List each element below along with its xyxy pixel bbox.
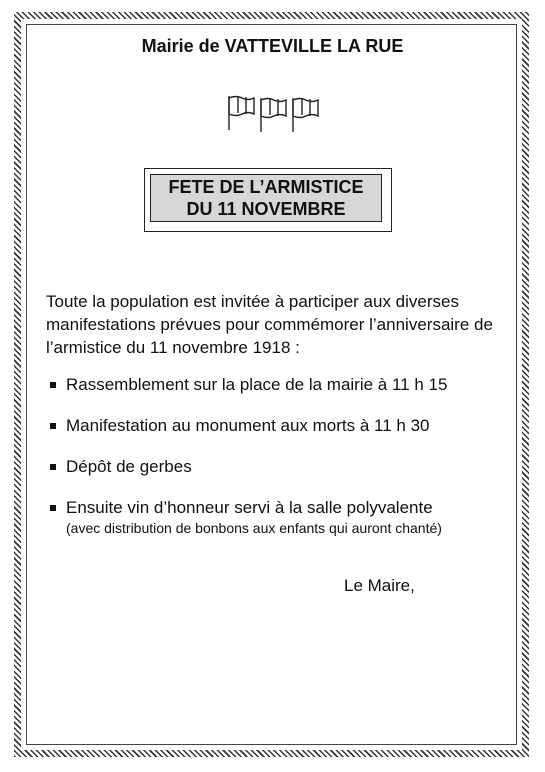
three-flags-icon: [226, 94, 322, 134]
flag-icon: [293, 98, 318, 132]
signature: Le Maire,: [344, 576, 415, 595]
flag-icon: [261, 98, 286, 132]
list-item: [48, 415, 518, 437]
heading-line-1: FETE DE L’ARMISTICE: [168, 177, 364, 197]
list-item: [48, 374, 518, 396]
event-list: [48, 374, 518, 556]
heading-line-2: DU 11 NOVEMBRE: [186, 199, 346, 219]
bullet-icon: [50, 464, 56, 470]
page-title: Mairie de VATTEVILLE LA RUE: [141, 36, 404, 56]
intro-paragraph: Toute la population est invitée à participer aux diverses manifestations prévues pour commémorer l’anniversaire de l’armistice du 11 novembre 1918 :: [46, 292, 493, 357]
list-item-text: Manifestation au monument aux morts à 11 h 30: [66, 416, 430, 435]
heading-box: [150, 174, 382, 222]
list-item: [48, 456, 518, 478]
list-item-text: Ensuite vin d’honneur servi à la salle polyvalente: [66, 498, 433, 517]
flag-icon: [229, 96, 254, 130]
bullet-icon: [50, 505, 56, 511]
bullet-icon: [50, 423, 56, 429]
list-item-note: (avec distribution de bonbons aux enfants qui auront chanté): [66, 520, 442, 536]
list-item: [48, 497, 518, 537]
list-item-text: Rassemblement sur la place de la mairie à 11 h 15: [66, 375, 448, 394]
list-item-text: Dépôt de gerbes: [66, 457, 192, 476]
bullet-icon: [50, 382, 56, 388]
